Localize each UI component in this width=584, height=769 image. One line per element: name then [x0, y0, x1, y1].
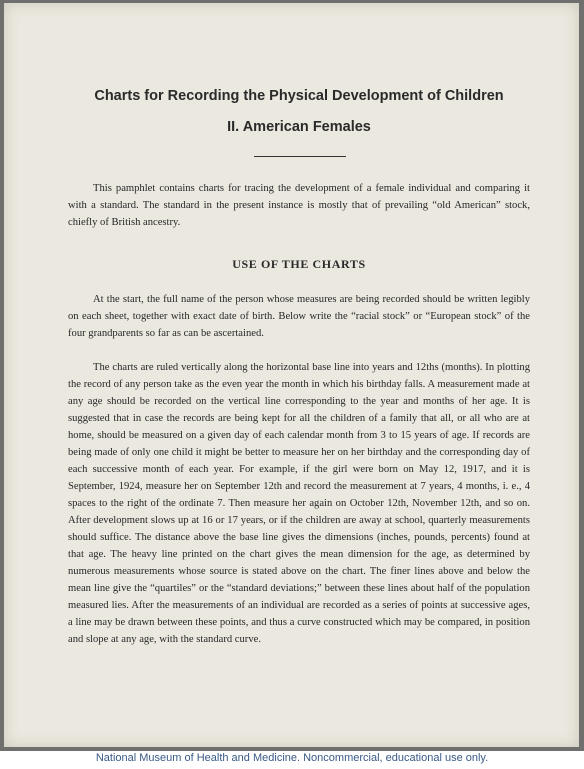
paragraph-chart-instructions: The charts are ruled vertically along the horizontal base line into years and 12ths (months). In plotting the record of any person take as the even year the month in which his birthday falls. A measurement made at any age should be recorded on the vertical line corresponding to the year and months of her age. It is suggested that in case the records are being kept for all the children of a family that all, or all who are at home, should be measured on a given day of each calendar month from 3 to 15 years of age. If records are being made of only one child it might be better to measure her on her birthday and the corresponding day of each successive month of each year. For example, if the girl were born on May 12, 1917, and it is September, 1924, measure her on September 12th and record the measurement at 7 years, 4 months, i. e., 4 spaces to the right of the ordinate 7. Then measure her again on October 12th, November 12th, and so on. After development slows up at 16 or 17 years, or if the children are away at school, quarterly measurements should suffice. The distance above the base line gives the dimensions (inches, pounds, percents) found at that age. The heavy line printed on the chart gives the mean dimension for the age, as determined by numerous measurements whose source is stated above on the chart. The finer lines above and below the mean line give the “quartiles” or the “standard deviations;” between these lines about half of the population measured lies. After the measurements of an individual are recorded as a series of points at successive ages, a line may be drawn between these points, and thus a curve constructed which may be compared, in position and slope at any age, with the standard curve.: [68, 362, 530, 645]
title-divider: [254, 156, 346, 157]
section-heading: USE OF THE CHARTS: [232, 257, 366, 271]
document-title: Charts for Recording the Physical Development of Children: [94, 88, 504, 104]
museum-credit-footer: National Museum of Health and Medicine. Noncommercial, educational use only.: [95, 752, 489, 764]
document-subtitle: II. American Females: [227, 119, 371, 135]
intro-paragraph: This pamphlet contains charts for tracing the development of a female individual and comparing it with a standard. The standard in the present instance is mostly that of prevailing “old American” stock, chiefly of British ancestry.: [68, 183, 530, 228]
document-page: [4, 3, 579, 747]
paragraph-start-instructions: At the start, the full name of the person whose measures are being recorded should be written legibly on each sheet, together with exact date of birth. Below write the “racial stock” or “European stock” of the four grandparents so far as can be ascertained.: [68, 294, 530, 339]
